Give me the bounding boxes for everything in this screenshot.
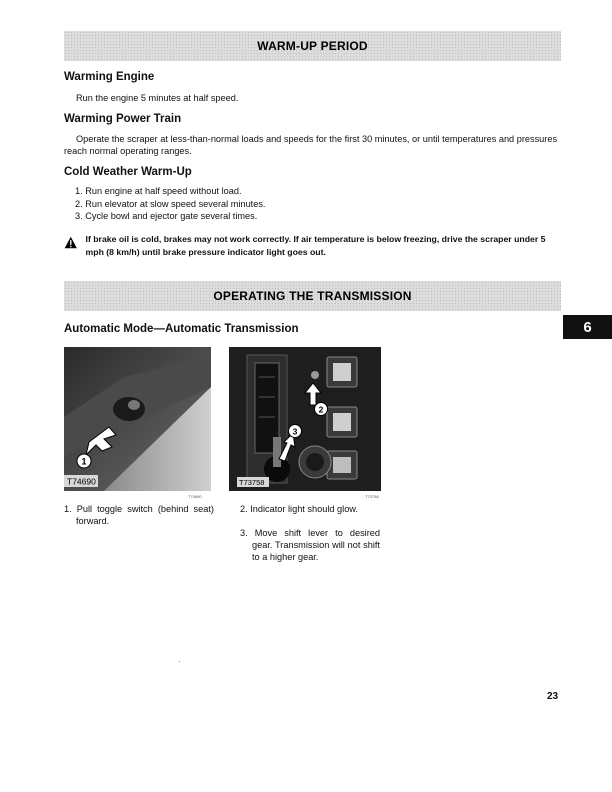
list-item: 3. Cycle bowl and ejector gate several times. — [75, 211, 258, 221]
caption-figure-3: 3. Move shift lever to desired gear. Transmission will not shift to a higher gear. — [240, 528, 380, 562]
section-banner-warm-up — [64, 31, 561, 61]
heading-cold-weather: Cold Weather Warm-Up — [64, 166, 192, 178]
caution-text: If brake oil is cold, brakes may not work correctly. If air temperature is below freezing, drive the scraper under 5 mph (8 km/h) until brake pressure indicator light goes out. — [85, 234, 546, 257]
warning-triangle-icon — [64, 233, 78, 252]
text-warming-power-train: Operate the scraper at less-than-normal loads and speeds for the first 30 minutes, or until temperatures and pressures reach normal operating ranges. — [64, 134, 558, 156]
heading-automatic-mode: Automatic Mode—Automatic Transmission — [64, 323, 299, 335]
stray-mark: · — [178, 657, 181, 666]
photo-label: T73758 — [239, 478, 265, 487]
photo-label: T74690 — [67, 476, 96, 487]
figure-code: T74690 — [188, 494, 202, 499]
caution-block — [64, 233, 561, 259]
heading-warming-power-train: Warming Power Train — [64, 113, 182, 125]
chapter-tab — [563, 315, 612, 339]
caption-figure-1: 1. Pull toggle switch (behind seat) forward. — [64, 504, 214, 526]
caption-figure-2: 2. Indicator light should glow. — [240, 504, 358, 514]
page-number: 23 — [547, 691, 559, 702]
figure-code: T73758 — [365, 494, 379, 499]
heading-warming-engine: Warming Engine — [64, 71, 155, 83]
section-title: WARM-UP PERIOD — [257, 39, 368, 53]
callout-3: 3 — [292, 426, 298, 437]
photo-toggle-switch — [64, 347, 211, 491]
section-title: OPERATING THE TRANSMISSION — [213, 289, 412, 303]
photo-shift-lever — [229, 347, 381, 491]
callout-2: 2 — [318, 404, 324, 415]
text-warming-engine: Run the engine 5 minutes at half speed. — [76, 93, 239, 103]
list-item: 2. Run elevator at slow speed several minutes. — [75, 198, 266, 209]
chapter-tab-number: 6 — [583, 318, 592, 336]
list-item: 1. Run engine at half speed without load. — [75, 186, 242, 196]
callout-1: 1 — [81, 456, 87, 467]
cold-weather-steps — [75, 185, 265, 223]
section-banner-operating-transmission — [64, 281, 561, 311]
